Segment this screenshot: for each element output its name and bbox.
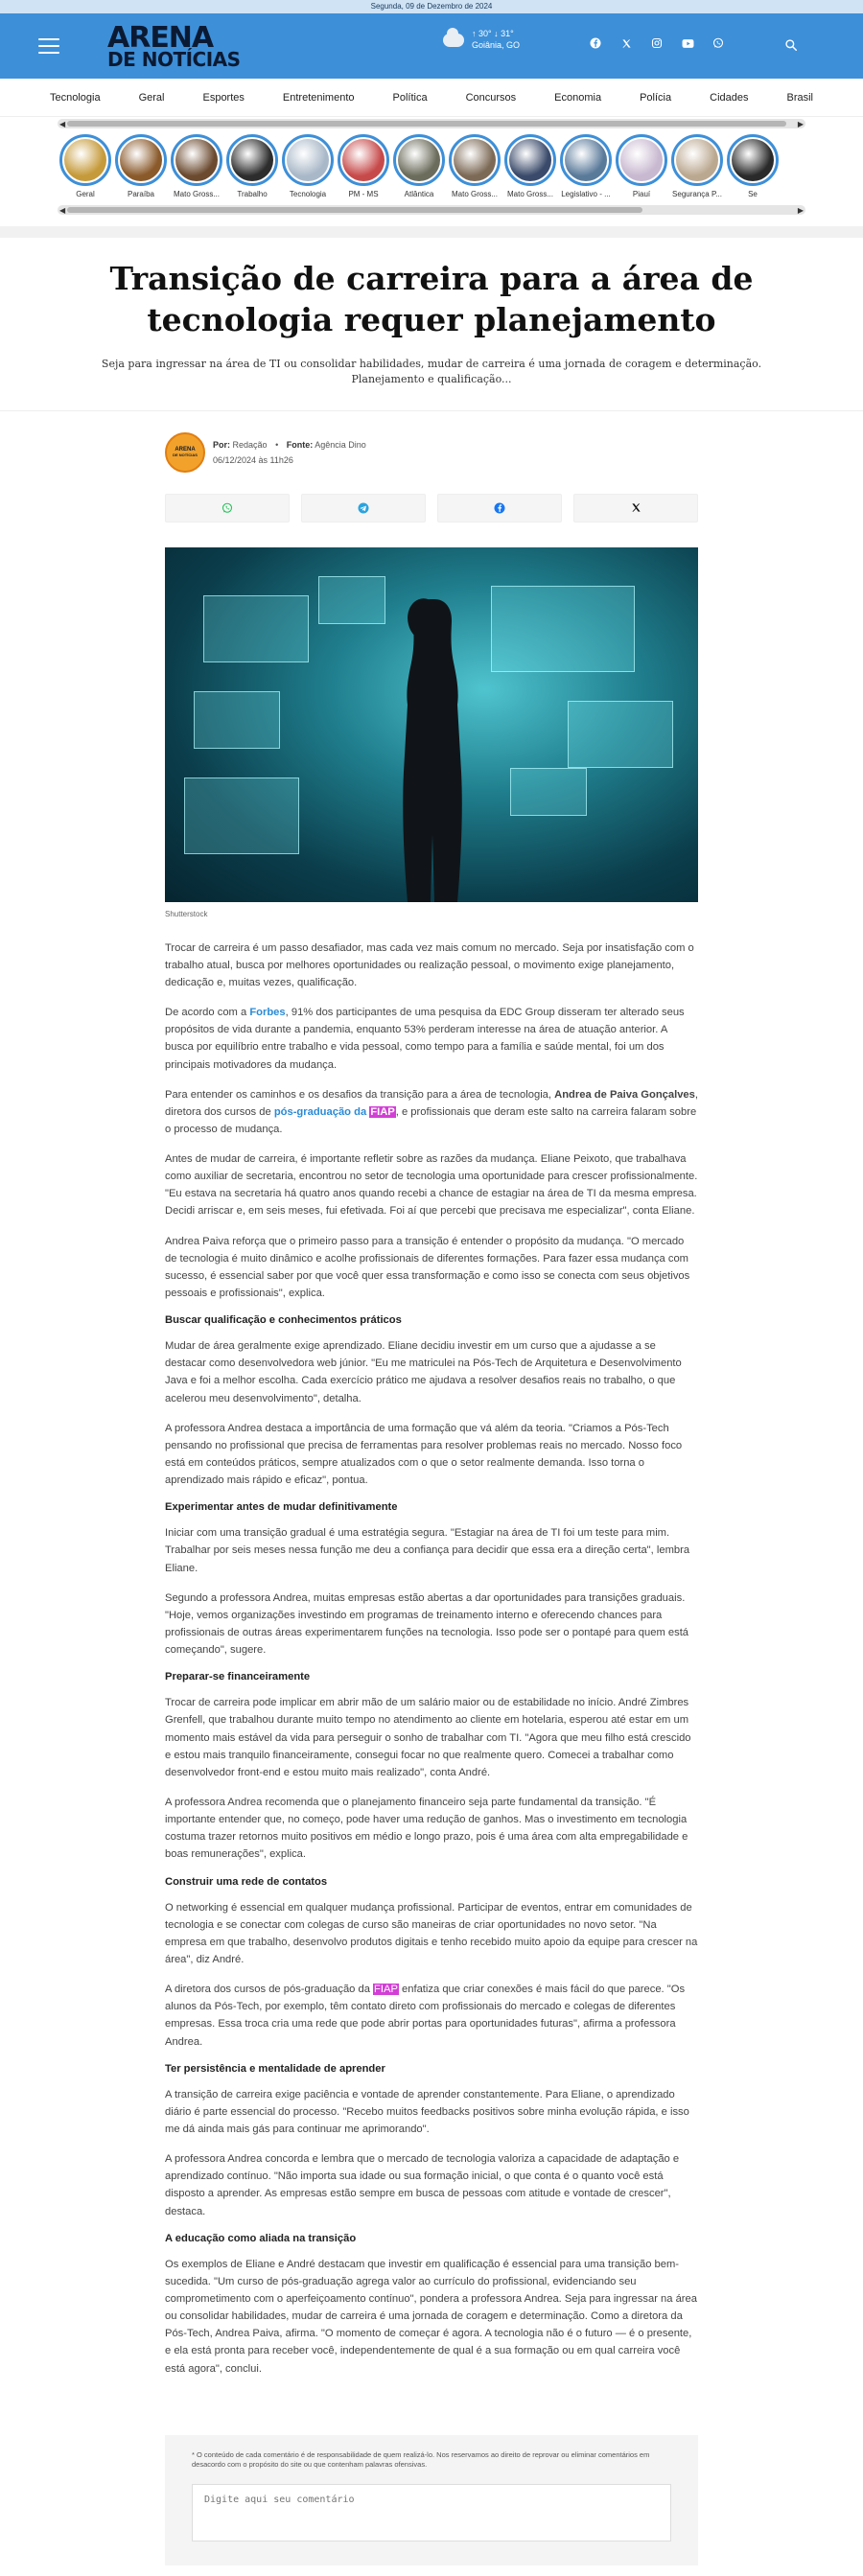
section-heading: Buscar qualificação e conhecimentos práticos (165, 1314, 402, 1327)
story-thumbnail (504, 134, 556, 186)
paragraph: Antes de mudar de carreira, é importante refletir sobre as razões da mudança. Eliane Peixoto, que trabalhava como auxiliar de secretaria, encontrou no setor de tecnologia uma oportunidade para crescer profissionalmente. "Eu estava na secretaria há quatro anos quando recebi a chance de estagiar na área de TI da mesma empresa. Decidi arriscar e, em seis meses, fui efetivada. Foi aí que percebi que precisava me especializar", conta Eliane. (165, 1153, 698, 1218)
facebook-icon[interactable] (589, 36, 602, 50)
scrollbar-thumb[interactable] (67, 121, 786, 127)
story-item[interactable] (336, 134, 391, 205)
story-label: Tecnologia (289, 190, 327, 198)
story-image (231, 139, 273, 181)
section-heading: A educação como aliada na transição (165, 2232, 357, 2244)
section-divider (0, 226, 863, 238)
story-item[interactable] (614, 134, 669, 205)
scroll-left-icon[interactable]: ◀ (59, 205, 66, 215)
article-title: Transição de carreira para a área de tecnologia requer planejamento (109, 260, 754, 338)
nav-item-policia[interactable]: Polícia (640, 91, 672, 104)
article-subtitle: Seja para ingressar na área de TI ou consolidar habilidades, mudar de carreira é uma jornada de coragem e determinação. Planejamento e qualificação... (101, 357, 762, 385)
nav-item-tecnologia[interactable]: Tecnologia (49, 91, 101, 104)
text-span: , e profissionais que deram este salto na carreira falaram sobre o processo de mudança. (165, 1105, 697, 1135)
paragraph: Andrea Paiva reforça que o primeiro passo para a transição é entender o propósito da mudança. "O mercado de tecnologia é muito dinâmico e acolhe profissionais de diferentes formações. Para fazer essa mudança com sucesso, é essencial saber por que você quer essa transformação e como isso se conecta com seus objetivos pessoais e profissionais", explica. (165, 1235, 690, 1300)
whatsapp-icon[interactable] (711, 36, 725, 50)
paragraph: Iniciar com uma transição gradual é uma estratégia segura. "Estagiar na área de TI foi um teste para mim. Trabalhar por seis meses nessa função me deu a confiança para decidir que essa era a direção certa", lembra Eliane. (165, 1527, 690, 1574)
nav-scrollbar[interactable] (58, 119, 805, 128)
story-label: Paraíba (127, 190, 155, 198)
author-block (165, 432, 698, 473)
search-icon[interactable] (784, 38, 798, 52)
story-thumbnail (393, 134, 445, 186)
story-label: Trabalho (237, 190, 268, 198)
story-thumbnail (338, 134, 389, 186)
story-label: Mato Gross... (506, 190, 553, 198)
stories-strip (0, 128, 863, 205)
meta-separator: • (275, 439, 279, 450)
share-whatsapp-button[interactable] (165, 494, 290, 522)
story-item[interactable] (502, 134, 558, 205)
fiap-highlight[interactable]: FIAP (374, 1984, 398, 1996)
stories-scrollbar[interactable] (58, 205, 805, 215)
paragraph: A transição de carreira exige paciência e vontade de aprender constantemente. Para Eliane, o aprendizado diário é parte essencial do processo. "Recebo muitos feedbacks positivos sobre minha evolução rápida, e isso me dá ainda mais gás para continuar me aprimorando". (165, 2088, 689, 2135)
whatsapp-icon (222, 502, 233, 514)
paragraph: A professora Andrea destaca a importância de uma formação que vá além da teoria. "Criamos a Pós-Tech pensando no profissional que precisa de ferramentas para resolver problemas reais no mercado. Nosso foco está em conteúdos práticos, sempre atualizados com o que o setor realmente demanda. Isso torna o aprendizado mais rápido e eficaz", pontua. (165, 1422, 683, 1487)
story-image (287, 139, 329, 181)
story-item[interactable] (58, 134, 113, 205)
telegram-icon (358, 502, 369, 514)
story-thumbnail (560, 134, 612, 186)
fiap-highlight: FIAP (370, 1105, 395, 1118)
site-header (0, 13, 863, 79)
x-icon[interactable] (619, 36, 633, 50)
nav-item-politica[interactable]: Política (392, 91, 428, 104)
paragraph: Os exemplos de Eliane e André destacam que investir em qualificação é essencial para uma transição bem-sucedida. "Um curso de pós-graduação agrega valor ao currículo do profissional, evidenciando seu comprometimento com o aperfeiçoamento contínuo", pondera a professora Andrea. Seja para ingressar na área ou consolidar habilidades, mudar de carreira é uma jornada de coragem e determinação. Como a diretora da Pós-Tech, Andrea Paiva, afirma. "O momento de começar é agora. A tecnologia não é o futuro — é o presente, e ela está pronta para receber você, independentemente de qual é a sua formação ou em qual carreira você está agora", conclui. (165, 2258, 697, 2375)
weather-widget (443, 29, 520, 51)
image-caption: Shutterstock (165, 909, 208, 918)
story-thumbnail (449, 134, 501, 186)
story-image (565, 139, 607, 181)
story-label: Geral (76, 190, 95, 198)
text-span: enfatiza que criar conexões é mais fácil do que parece. "Os alunos da Pós-Tech, por exemplo, têm contato direto com profissionais do mercado e colegas de diferentes empresas. Essa troca cria uma rede que pode abrir portas para oportunidades futuras", afirma a professora Andrea. (165, 1984, 686, 2048)
nav-item-esportes[interactable]: Esportes (202, 91, 245, 104)
comments-disclaimer: * O conteúdo de cada comentário é de responsabilidade de quem realizá-lo. Nos reservamos ao direito de reprovar ou eliminar comentários em desacordo com o propósito do site ou que contenham palavras ofensivas. (192, 2449, 650, 2470)
comment-input[interactable] (192, 2484, 671, 2541)
story-thumbnail (59, 134, 111, 186)
hamburger-menu-icon[interactable] (38, 38, 59, 54)
story-item[interactable] (447, 134, 502, 205)
story-label: Mato Gross... (173, 190, 220, 198)
story-thumbnail (671, 134, 723, 186)
story-thumbnail (282, 134, 334, 186)
story-label: Segurança P... (672, 190, 722, 198)
paragraph: Segundo a professora Andrea, muitas empresas estão abertas a dar oportunidades para transições graduais. "Hoje, vemos organizações investindo em programas de treinamento interno e oferecendo chances para profissionais de outras áreas experimentarem funções na tecnologia. Isso pode ser o pontapé para quem está começando", sugere. (165, 1591, 689, 1657)
story-label: Piauí (632, 190, 651, 198)
story-thumbnail (727, 134, 779, 186)
avatar-line-2: DE NOTÍCIAS (173, 453, 198, 458)
paragraph: Trocar de carreira pode implicar em abrir mão de um salário maior ou de estabilidade no início. André Zimbres Grenfell, que trabalhou durante muito tempo no atendimento ao cliente em hotelaria, esperou até estar em um momento mais estável da vida para perseguir o sonho de trabalhar com TI. "Agora que meu filho está crescido e estou mais tranquilo financeiramente, consegui focar no que realmente quero. Comecei a trabalhar como desenvolvedor front-end e estou muito mais realizado", conta André. (165, 1697, 691, 1778)
article-hero-image (165, 547, 698, 902)
story-image (64, 139, 106, 181)
author-highlight: Andrea de Paiva Gonçalves (554, 1088, 695, 1101)
author-name: Redação (232, 439, 268, 450)
scroll-right-icon[interactable]: ▶ (797, 205, 804, 215)
avatar-line-1: ARENA (175, 447, 196, 453)
nav-item-economia[interactable]: Economia (554, 91, 602, 104)
youtube-icon[interactable] (681, 36, 694, 50)
main-nav (0, 79, 863, 117)
text-span: Para entender os caminhos e os desafios da transição para a área de tecnologia, (165, 1088, 555, 1101)
section-heading: Construir uma rede de contatos (165, 1875, 328, 1888)
story-thumbnail (115, 134, 167, 186)
source-label: Fonte: (286, 439, 314, 450)
pos-graduacao-link[interactable] (274, 1106, 396, 1118)
story-image (732, 139, 774, 181)
section-heading: Preparar-se financeiramente (165, 1671, 311, 1683)
article-header (0, 238, 863, 411)
story-label: Mato Gross... (451, 190, 498, 198)
story-item[interactable] (558, 134, 614, 205)
story-item[interactable] (725, 134, 781, 205)
comments-section (165, 2435, 698, 2565)
paragraph: A professora Andrea recomenda que o planejamento financeiro seja parte fundamental da transição. "É importante entender que, no começo, pode haver uma redução de ganhos. Mas o investimento em tecnologia costuma trazer retornos muito positivos em médio e longo prazo, pois é uma área com alta empregabilidade e boas remunerações", explica. (165, 1797, 688, 1861)
scroll-left-icon[interactable]: ◀ (59, 119, 66, 128)
scrollbar-thumb[interactable] (67, 207, 642, 213)
section-heading: Ter persistência e mentalidade de aprender (165, 2062, 385, 2075)
paragraph: O networking é essencial em qualquer mudança profissional. Participar de eventos, entrar em comunidades de tecnologia e se conectar com colegas de curso são maneiras de criar oportunidades no novo setor. "Na empresa em que trabalho, desenvolvo produtos digitais e tenho recebido muito apoio da equipe para crescer na área", diz André. (165, 1901, 698, 1965)
logo-line-1: ARENA (107, 20, 214, 55)
source-name: Agência Dino (315, 439, 366, 450)
story-image (676, 139, 718, 181)
paragraph (165, 1004, 698, 1074)
story-item[interactable] (669, 134, 725, 205)
share-facebook-button[interactable] (437, 494, 562, 522)
story-image (509, 139, 551, 181)
x-icon (631, 502, 641, 513)
story-label: PM - MS (348, 190, 379, 198)
link-text: pós-graduação da (273, 1105, 370, 1118)
article-body (165, 432, 698, 2378)
story-image (398, 139, 440, 181)
story-item[interactable] (280, 134, 336, 205)
story-image (342, 139, 385, 181)
current-date: Segunda, 09 de Dezembro de 2024 (370, 2, 493, 11)
story-image (454, 139, 496, 181)
instagram-icon[interactable] (650, 36, 664, 50)
share-telegram-button[interactable] (301, 494, 426, 522)
text-span: , diretora dos cursos de (165, 1088, 698, 1118)
cloud-icon (443, 34, 464, 47)
nav-item-geral[interactable]: Geral (138, 91, 165, 104)
weather-location: Goiânia, GO (472, 39, 521, 50)
paragraph: Trocar de carreira é um passo desafiador, mas cada vez mais comum no mercado. Seja por insatisfação com o trabalho atual, busca por melhores oportunidades ou realização pessoal, o movimento exige planejamento, dedicação e, muitas vezes, qualificação. (165, 941, 694, 988)
paragraph: A professora Andrea concorda e lembra que o mercado de tecnologia valoriza a capacidade de adaptação e aprendizado contínuo. "Não importa sua idade ou sua formação inicial, o que conta é o quanto você está disposto a aprender. As empresas estão sempre em busca de pessoas com atitude e vontade de crescer", destaca. (165, 2153, 680, 2217)
nav-item-brasil[interactable]: Brasil (786, 91, 813, 104)
woman-silhouette (387, 593, 474, 902)
story-image (175, 139, 218, 181)
story-image (120, 139, 162, 181)
top-date-bar (0, 0, 863, 13)
weather-temps: ↑ 30° ↓ 31° (472, 29, 514, 38)
publish-date: 06/12/2024 às 11h26 (213, 454, 293, 465)
story-item[interactable] (391, 134, 447, 205)
scroll-right-icon[interactable]: ▶ (797, 119, 804, 128)
nav-item-entretenimento[interactable]: Entretenimento (282, 91, 355, 104)
text-span: , 91% dos participantes de uma pesquisa da EDC Group disseram ter alterado seus propósitos de vida durante a pandemia, enquanto 53% perderam interesse na área de atuação anterior. A busca por equilíbrio entre trabalho e vida pessoal, como tempo para a família e saúde mental, foi um dos principais motivadores da mudança. (165, 1007, 685, 1071)
story-item[interactable] (224, 134, 280, 205)
share-bar (165, 494, 698, 522)
author-label: Por: (213, 439, 230, 450)
story-thumbnail (226, 134, 278, 186)
paragraph (165, 1981, 698, 2051)
share-x-button[interactable] (573, 494, 698, 522)
nav-item-concursos[interactable]: Concursos (465, 91, 517, 104)
text-span: A diretora dos cursos de pós-graduação da (165, 1984, 374, 1996)
forbes-link[interactable]: Forbes (249, 1007, 286, 1019)
story-thumbnail (171, 134, 222, 186)
story-label: Atlântica (404, 190, 434, 198)
avatar (165, 432, 205, 473)
paragraph (165, 1086, 698, 1138)
paragraph: Mudar de área geralmente exige aprendizado. Eliane decidiu investir em um curso que a ajudasse a se destacar como desenvolvedora web júnior. "Eu me matriculei na Pós-Tech de Arquitetura e Desenvolvimento Java e foi a melhor escolha. Cada exercício prático me ajudava a resolver desafios reais no trabalho, o que acelerou meu desenvolvimento", detalha. (165, 1340, 682, 1404)
article-text (165, 940, 698, 2378)
story-label: Se (748, 190, 758, 198)
story-thumbnail (616, 134, 667, 186)
story-image (620, 139, 663, 181)
section-heading: Experimentar antes de mudar definitivamente (165, 1501, 398, 1514)
logo-line-2: DE NOTÍCIAS (107, 47, 241, 71)
site-logo[interactable] (107, 20, 241, 71)
text-span: De acordo com a (165, 1007, 250, 1019)
story-item[interactable] (169, 134, 224, 205)
story-item[interactable] (113, 134, 169, 205)
nav-item-cidades[interactable]: Cidades (710, 91, 749, 104)
social-links (589, 36, 725, 50)
story-label: Legislativo - ... (561, 190, 611, 198)
facebook-icon (494, 502, 505, 514)
